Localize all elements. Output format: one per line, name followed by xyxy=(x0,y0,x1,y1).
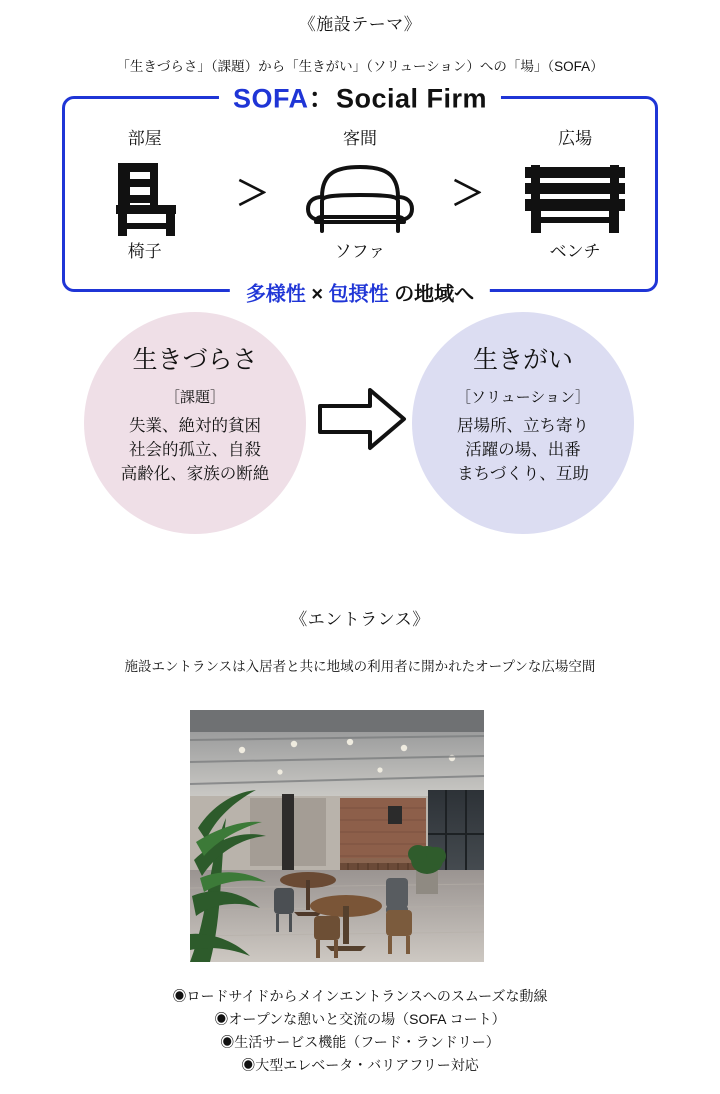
solution-circle-subtitle: ［ソリューション］ xyxy=(456,389,590,406)
sofa-heading xyxy=(219,77,501,116)
sofa-column-room-bottom-label: 椅子 xyxy=(127,242,162,261)
problem-line: 社会的孤立、自殺 xyxy=(129,440,261,459)
sofa-column-plaza-top-label: 広場 xyxy=(558,129,593,149)
sofa-icon xyxy=(285,155,435,239)
solution-circle-title: 生きがい xyxy=(472,346,573,374)
entrance-lead-text: 施設エントランスは入居者と共に地域の利用者に開かれたオープンな広場空間 xyxy=(124,659,596,674)
problem-line: 高齢化、家族の断絶 xyxy=(120,464,270,483)
theme-section-title: 《施設テーマ》 xyxy=(298,15,422,34)
chair-icon xyxy=(70,155,220,239)
sofa-heading-black: ：Social Firm xyxy=(308,83,488,114)
entrance-section-title: 《エントランス》 xyxy=(290,610,430,629)
sofa-columns xyxy=(62,116,658,276)
bench-icon xyxy=(500,155,650,239)
sofa-column-guestroom-top-label: 客間 xyxy=(342,129,377,149)
right-arrow-icon xyxy=(316,386,408,452)
list-item: ◉大型エレベータ・バリアフリー対応 xyxy=(241,1057,479,1074)
sofa-column-guestroom-bottom-label: ソファ xyxy=(334,242,386,261)
sofa-footer-inclusion: 包摂性 xyxy=(328,283,389,306)
sofa-column-room xyxy=(70,130,220,261)
problem-circle-lines xyxy=(84,415,306,487)
list-item: ◉生活サービス機能（フード・ランドリー） xyxy=(220,1034,500,1051)
list-item: ◉ロードサイドからメインエントランスへのスムーズな動線 xyxy=(172,988,548,1004)
solution-line: 居場所、立ち寄り xyxy=(457,417,589,435)
solution-circle xyxy=(412,312,634,534)
sofa-heading-blue: SOFA xyxy=(232,83,309,114)
solution-circle-lines xyxy=(412,415,634,487)
sofa-column-plaza-bottom-label: ベンチ xyxy=(549,242,601,261)
entrance-photo xyxy=(190,710,484,962)
problem-circle xyxy=(84,312,306,534)
entrance-bullet-list xyxy=(0,985,720,1077)
solution-line: 活躍の場、出番 xyxy=(465,440,581,459)
sofa-footer-region: の地域へ xyxy=(394,283,475,306)
problem-circle-subtitle: ［課題］ xyxy=(164,389,225,406)
list-item: ◉オープンな憩いと交流の場（SOFA コート） xyxy=(214,1011,506,1028)
sofa-footer-times: × xyxy=(311,283,324,306)
sofa-separator-1: ＞ xyxy=(235,175,270,213)
problem-line: 失業、絶対的貧困 xyxy=(129,417,261,435)
sofa-separator-2: ＞ xyxy=(450,175,485,213)
sofa-footer-diversity: 多様性 xyxy=(245,283,306,306)
sofa-footer-text xyxy=(230,278,490,307)
solution-line: まちづくり、互助 xyxy=(457,464,589,483)
sofa-column-guestroom xyxy=(285,130,435,261)
problem-circle-title: 生きづらさ xyxy=(132,346,258,374)
sofa-column-room-top-label: 部屋 xyxy=(127,129,162,149)
theme-subtitle: 「生きづらさ」（課題）から「生きがい」（ソリューション）への「場」（SOFA） xyxy=(116,59,604,74)
sofa-column-plaza xyxy=(500,130,650,261)
